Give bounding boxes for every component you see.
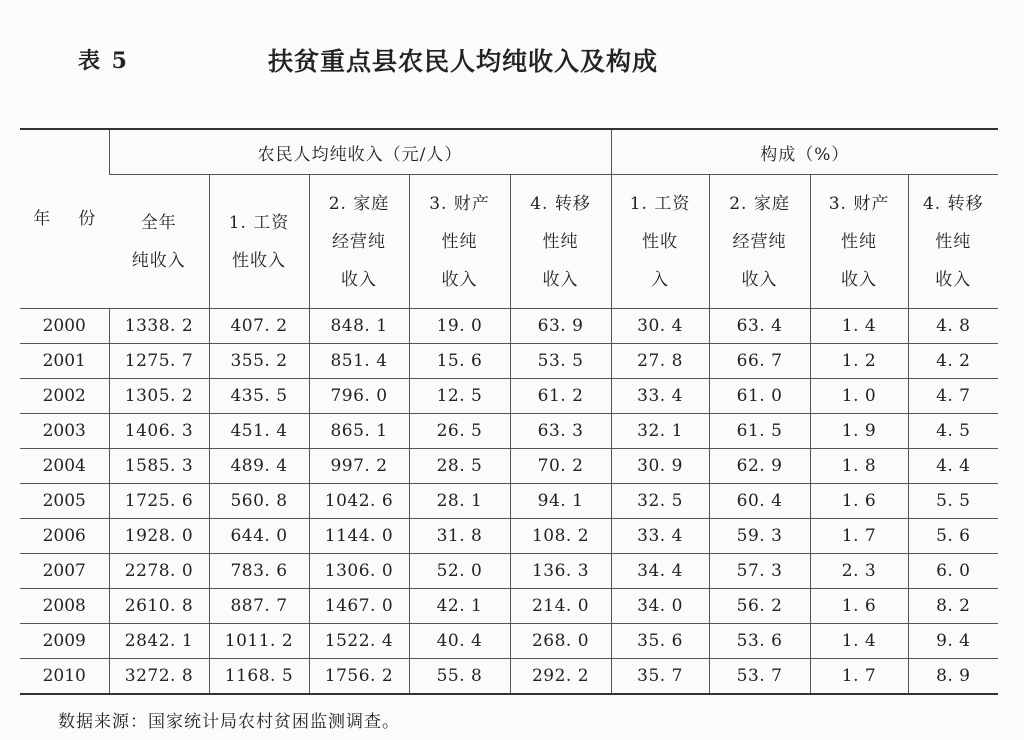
cell-year: 2002: [20, 379, 109, 414]
header-transfer-income: 4. 转移 性纯 收入: [510, 175, 611, 309]
cell-family-business-income: 796. 0: [309, 379, 409, 414]
table-row: [20, 589, 998, 624]
cell-transfer-income: 136. 3: [510, 554, 611, 589]
cell-property-share: 2. 3: [810, 554, 908, 589]
cell-family-business-share: 61. 5: [709, 414, 810, 449]
table-row: [20, 414, 998, 449]
cell-transfer-share: 6. 0: [908, 554, 998, 589]
cell-property-income: 52. 0: [409, 554, 510, 589]
cell-year: 2005: [20, 484, 109, 519]
cell-property-income: 40. 4: [409, 624, 510, 659]
table-number: 表 5: [78, 48, 129, 74]
cell-year: 2003: [20, 414, 109, 449]
table-row: [20, 659, 998, 695]
cell-transfer-share: 8. 9: [908, 659, 998, 695]
cell-wage-share: 33. 4: [611, 379, 709, 414]
cell-wage-income: 560. 8: [209, 484, 309, 519]
table-title: 扶贫重点县农民人均纯收入及构成: [268, 47, 659, 76]
cell-wage-income: 1011. 2: [209, 624, 309, 659]
cell-transfer-income: 268. 0: [510, 624, 611, 659]
cell-total-income: 1928. 0: [109, 519, 209, 554]
cell-family-business-share: 66. 7: [709, 344, 810, 379]
cell-transfer-income: 70. 2: [510, 449, 611, 484]
header-family-business-income: 2. 家庭 经营纯 收入: [309, 175, 409, 309]
cell-family-business-share: 62. 9: [709, 449, 810, 484]
cell-property-income: 12. 5: [409, 379, 510, 414]
table-row: [20, 379, 998, 414]
cell-total-income: 1305. 2: [109, 379, 209, 414]
cell-property-share: 1. 9: [810, 414, 908, 449]
cell-transfer-income: 63. 9: [510, 309, 611, 344]
cell-transfer-share: 4. 8: [908, 309, 998, 344]
cell-family-business-share: 60. 4: [709, 484, 810, 519]
income-group-header: 农民人均纯收入（元/人）: [109, 129, 611, 175]
cell-family-business-income: 848. 1: [309, 309, 409, 344]
table-row: [20, 309, 998, 344]
cell-wage-income: 644. 0: [209, 519, 309, 554]
header-property-share: 3. 财产 性纯 收入: [810, 175, 908, 309]
cell-property-share: 1. 6: [810, 589, 908, 624]
cell-year: 2004: [20, 449, 109, 484]
cell-transfer-income: 61. 2: [510, 379, 611, 414]
cell-family-business-share: 56. 2: [709, 589, 810, 624]
cell-wage-share: 30. 4: [611, 309, 709, 344]
table-row: [20, 519, 998, 554]
cell-property-income: 42. 1: [409, 589, 510, 624]
table-body: [20, 309, 998, 695]
cell-total-income: 1338. 2: [109, 309, 209, 344]
cell-total-income: 2610. 8: [109, 589, 209, 624]
cell-total-income: 3272. 8: [109, 659, 209, 695]
cell-family-business-share: 61. 0: [709, 379, 810, 414]
cell-property-share: 1. 4: [810, 624, 908, 659]
header-family-business-share: 2. 家庭 经营纯 收入: [709, 175, 810, 309]
cell-wage-share: 35. 7: [611, 659, 709, 695]
cell-wage-share: 34. 0: [611, 589, 709, 624]
cell-property-income: 26. 5: [409, 414, 510, 449]
cell-year: 2008: [20, 589, 109, 624]
table-row: [20, 554, 998, 589]
cell-family-business-income: 865. 1: [309, 414, 409, 449]
cell-transfer-share: 5. 6: [908, 519, 998, 554]
cell-property-income: 15. 6: [409, 344, 510, 379]
cell-wage-share: 32. 1: [611, 414, 709, 449]
cell-wage-income: 355. 2: [209, 344, 309, 379]
cell-year: 2001: [20, 344, 109, 379]
cell-property-share: 1. 4: [810, 309, 908, 344]
cell-family-business-income: 1522. 4: [309, 624, 409, 659]
cell-property-income: 28. 1: [409, 484, 510, 519]
header-property-income: 3. 财产 性纯 收入: [409, 175, 510, 309]
cell-wage-share: 35. 6: [611, 624, 709, 659]
year-header-char-2: 份: [78, 209, 96, 229]
year-column-header: [20, 129, 109, 309]
cell-property-income: 28. 5: [409, 449, 510, 484]
table-row: [20, 449, 998, 484]
cell-family-business-income: 1306. 0: [309, 554, 409, 589]
cell-property-income: 31. 8: [409, 519, 510, 554]
cell-total-income: 1406. 3: [109, 414, 209, 449]
header-wage-share: 1. 工资 性收 入: [611, 175, 709, 309]
cell-family-business-income: 1756. 2: [309, 659, 409, 695]
header-transfer-share: 4. 转移 性纯 收入: [908, 175, 998, 309]
cell-transfer-share: 4. 5: [908, 414, 998, 449]
header-wage-income: 1. 工资 性收入: [209, 175, 309, 309]
cell-family-business-share: 59. 3: [709, 519, 810, 554]
cell-property-income: 55. 8: [409, 659, 510, 695]
cell-transfer-share: 9. 4: [908, 624, 998, 659]
cell-family-business-income: 1144. 0: [309, 519, 409, 554]
cell-transfer-share: 4. 7: [908, 379, 998, 414]
cell-transfer-income: 53. 5: [510, 344, 611, 379]
cell-transfer-income: 292. 2: [510, 659, 611, 695]
cell-wage-income: 435. 5: [209, 379, 309, 414]
data-source-note: 数据来源：国家统计局农村贫困监测调查。: [58, 712, 400, 732]
table-row: [20, 484, 998, 519]
cell-property-share: 1. 8: [810, 449, 908, 484]
cell-transfer-share: 5. 5: [908, 484, 998, 519]
cell-total-income: 1585. 3: [109, 449, 209, 484]
cell-wage-share: 34. 4: [611, 554, 709, 589]
cell-wage-income: 489. 4: [209, 449, 309, 484]
cell-family-business-income: 1467. 0: [309, 589, 409, 624]
cell-year: 2000: [20, 309, 109, 344]
cell-wage-income: 783. 6: [209, 554, 309, 589]
cell-family-business-share: 53. 7: [709, 659, 810, 695]
cell-family-business-income: 997. 2: [309, 449, 409, 484]
cell-wage-income: 451. 4: [209, 414, 309, 449]
cell-family-business-share: 57. 3: [709, 554, 810, 589]
cell-transfer-income: 63. 3: [510, 414, 611, 449]
cell-transfer-share: 8. 2: [908, 589, 998, 624]
cell-wage-share: 27. 8: [611, 344, 709, 379]
income-table: [20, 128, 998, 695]
cell-transfer-income: 108. 2: [510, 519, 611, 554]
cell-wage-share: 33. 4: [611, 519, 709, 554]
cell-wage-income: 1168. 5: [209, 659, 309, 695]
cell-total-income: 1725. 6: [109, 484, 209, 519]
cell-family-business-income: 1042. 6: [309, 484, 409, 519]
cell-property-share: 1. 2: [810, 344, 908, 379]
cell-property-share: 1. 7: [810, 519, 908, 554]
cell-family-business-share: 63. 4: [709, 309, 810, 344]
cell-wage-share: 32. 5: [611, 484, 709, 519]
cell-total-income: 2278. 0: [109, 554, 209, 589]
cell-property-share: 1. 7: [810, 659, 908, 695]
cell-family-business-share: 53. 6: [709, 624, 810, 659]
structure-group-header: 构成（%）: [611, 129, 998, 175]
cell-property-share: 1. 6: [810, 484, 908, 519]
cell-wage-income: 887. 7: [209, 589, 309, 624]
cell-property-share: 1. 0: [810, 379, 908, 414]
cell-wage-share: 30. 9: [611, 449, 709, 484]
cell-total-income: 1275. 7: [109, 344, 209, 379]
cell-year: 2007: [20, 554, 109, 589]
cell-year: 2009: [20, 624, 109, 659]
year-header-char-1: 年: [33, 209, 51, 229]
table-row: [20, 624, 998, 659]
cell-transfer-income: 214. 0: [510, 589, 611, 624]
cell-family-business-income: 851. 4: [309, 344, 409, 379]
cell-year: 2006: [20, 519, 109, 554]
cell-transfer-share: 4. 4: [908, 449, 998, 484]
cell-property-income: 19. 0: [409, 309, 510, 344]
cell-year: 2010: [20, 659, 109, 695]
cell-total-income: 2842. 1: [109, 624, 209, 659]
header-total-income: 全年 纯收入: [109, 175, 209, 309]
cell-wage-income: 407. 2: [209, 309, 309, 344]
table-row: [20, 344, 998, 379]
cell-transfer-income: 94. 1: [510, 484, 611, 519]
cell-transfer-share: 4. 2: [908, 344, 998, 379]
